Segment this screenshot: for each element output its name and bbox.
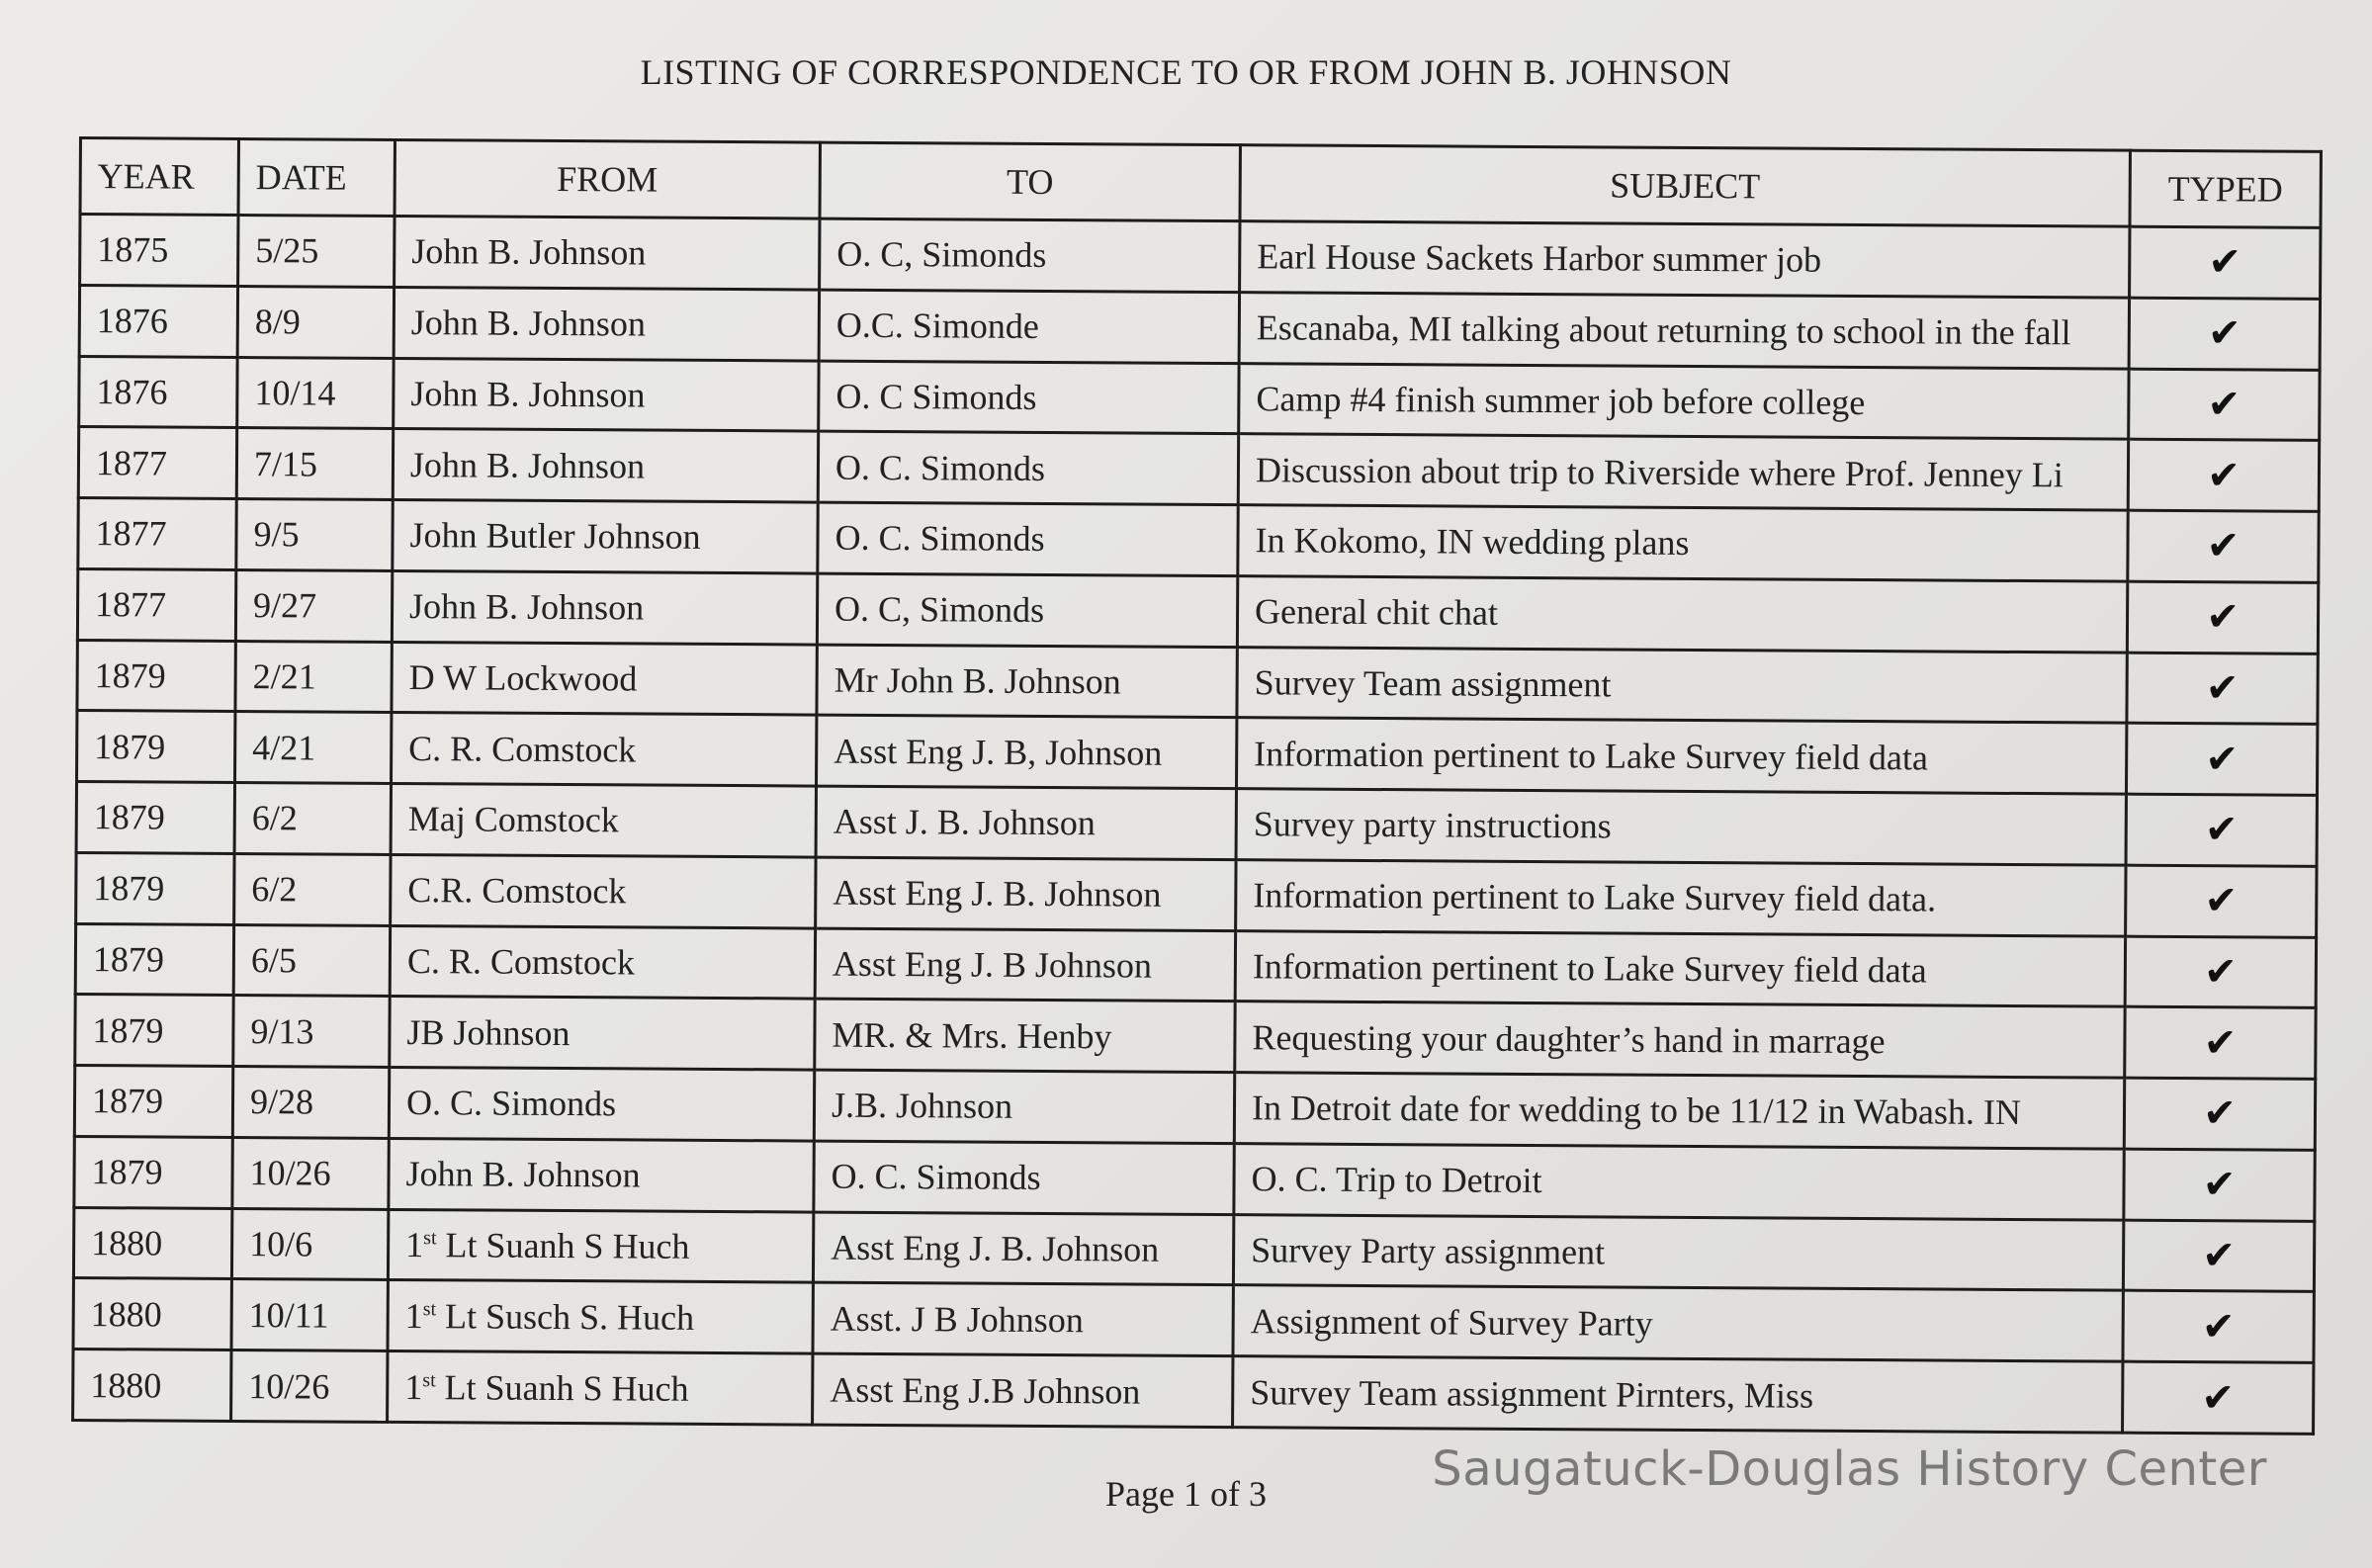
- from-name: O. C. Simonds: [405, 1083, 617, 1124]
- from-name: John B. Johnson: [405, 1154, 641, 1195]
- table-row: [74, 1065, 2315, 1150]
- cell-year: 1875: [80, 215, 238, 287]
- cell-year: 1879: [76, 781, 234, 853]
- cell-from: [388, 1350, 813, 1425]
- cell-date: 6/5: [233, 924, 390, 997]
- cell-date: 10/6: [231, 1208, 388, 1280]
- cell-typed: [2127, 653, 2318, 725]
- cell-from: [390, 925, 815, 999]
- from-name: John B. Johnson: [409, 444, 646, 486]
- checkmark-icon: ✔: [2203, 1019, 2238, 1066]
- cell-typed: [2125, 936, 2316, 1008]
- cell-typed: [2125, 1006, 2316, 1079]
- correspondence-table-wrapper: [71, 136, 2320, 1436]
- from-name: John B. Johnson: [410, 303, 647, 344]
- cell-subject: Survey Team assignment: [1237, 647, 2127, 723]
- checkmark-icon: ✔: [2205, 736, 2240, 782]
- cell-date: 10/11: [231, 1279, 388, 1351]
- cell-to: Asst. J B Johnson: [813, 1282, 1233, 1355]
- cell-date: 5/25: [238, 215, 395, 287]
- cell-from: [391, 783, 816, 856]
- watermark: Saugatuck-Douglas History Center: [1432, 1441, 2267, 1497]
- header-from: FROM: [395, 139, 820, 218]
- from-name: Maj Comstock: [407, 799, 619, 840]
- cell-date: 10/26: [231, 1350, 388, 1422]
- cell-from: [394, 287, 819, 360]
- table-body: [73, 215, 2321, 1435]
- cell-to: O. C, Simonds: [820, 218, 1240, 292]
- cell-typed: [2127, 581, 2318, 653]
- cell-to: O. C. Simonds: [818, 502, 1238, 575]
- cell-date: 6/2: [234, 853, 391, 925]
- cell-typed: [2123, 1290, 2314, 1362]
- cell-subject: Survey Party assignment: [1233, 1214, 2123, 1290]
- table-row: [73, 1207, 2314, 1292]
- cell-date: 9/27: [235, 569, 392, 642]
- table-row: [79, 285, 2320, 370]
- cell-subject: General chit chat: [1237, 575, 2127, 652]
- cell-subject: O. C. Trip to Detroit: [1234, 1143, 2124, 1219]
- cell-year: 1879: [77, 711, 235, 783]
- cell-subject: Information pertinent to Lake Survey field data: [1236, 718, 2126, 794]
- cell-typed: [2129, 298, 2320, 370]
- cell-typed: [2128, 510, 2319, 582]
- from-name: C.R. Comstock: [407, 870, 627, 912]
- cell-from: [388, 1209, 813, 1282]
- table-row: [78, 498, 2319, 583]
- cell-from: [393, 429, 818, 502]
- checkmark-icon: ✔: [2206, 594, 2240, 641]
- cell-subject: Discussion about trip to Riverside where Prof. Jenney Li: [1238, 434, 2128, 510]
- table-row: [75, 995, 2316, 1080]
- cell-to: Asst Eng J.B Johnson: [813, 1353, 1233, 1428]
- cell-subject: Requesting your daughter’s hand in marrage: [1235, 1002, 2125, 1078]
- checkmark-icon: ✔: [2204, 878, 2239, 924]
- from-name: John B. Johnson: [408, 586, 645, 628]
- cell-to: Asst Eng J. B. Johnson: [816, 857, 1236, 930]
- from-name: C. R. Comstock: [408, 728, 637, 770]
- header-typed: TYPED: [2130, 150, 2321, 227]
- table-row: [77, 640, 2318, 725]
- cell-to: O. C Simonds: [819, 361, 1239, 434]
- checkmark-icon: ✔: [2206, 523, 2240, 569]
- cell-year: 1880: [73, 1278, 231, 1350]
- checkmark-icon: ✔: [2207, 382, 2241, 428]
- cell-date: 7/15: [236, 428, 393, 500]
- checkmark-icon: ✔: [2203, 1090, 2237, 1137]
- from-ordinal: 1st: [404, 1295, 437, 1336]
- cell-subject: Survey party instructions: [1236, 789, 2126, 865]
- from-name: Lt Suanh S Huch: [445, 1225, 690, 1266]
- checkmark-icon: ✔: [2203, 949, 2238, 996]
- checkmark-icon: ✔: [2202, 1233, 2237, 1279]
- cell-to: Asst J. B. Johnson: [816, 786, 1236, 859]
- cell-date: 6/2: [234, 782, 391, 854]
- header-date: DATE: [238, 138, 395, 216]
- cell-to: Asst Eng J. B Johnson: [815, 928, 1235, 1002]
- table-row: [77, 568, 2318, 653]
- table-row: [80, 215, 2321, 300]
- cell-typed: [2126, 794, 2317, 866]
- cell-year: 1877: [77, 568, 235, 641]
- cell-date: 9/5: [236, 498, 393, 570]
- checkmark-icon: ✔: [2204, 807, 2239, 853]
- cell-from: [392, 642, 817, 715]
- cell-year: 1880: [73, 1207, 231, 1279]
- cell-typed: [2124, 1149, 2315, 1221]
- table-row: [74, 1136, 2315, 1221]
- cell-year: 1877: [78, 427, 236, 499]
- cell-to: Mr John B. Johnson: [817, 645, 1237, 718]
- cell-typed: [2123, 1220, 2314, 1292]
- cell-subject: Assignment of Survey Party: [1233, 1285, 2123, 1361]
- cell-year: 1876: [79, 285, 237, 357]
- cell-date: 9/28: [232, 1066, 389, 1138]
- cell-to: J.B. Johnson: [814, 1070, 1234, 1143]
- cell-subject: In Detroit date for wedding to be 11/12 in Wabash. IN: [1234, 1073, 2124, 1149]
- cell-subject: Earl House Sackets Harbor summer job: [1240, 221, 2130, 298]
- cell-to: Asst Eng J. B. Johnson: [813, 1212, 1233, 1285]
- cell-subject: Information pertinent to Lake Survey field data: [1235, 930, 2125, 1006]
- from-name: John Butler Johnson: [409, 515, 701, 558]
- from-name: D W Lockwood: [408, 656, 638, 699]
- cell-to: Asst Eng J. B, Johnson: [817, 715, 1237, 788]
- cell-subject: Information pertinent to Lake Survey field data.: [1236, 859, 2126, 935]
- cell-typed: [2128, 439, 2319, 511]
- cell-from: [388, 1280, 813, 1353]
- from-ordinal: 1st: [405, 1224, 437, 1265]
- checkmark-icon: ✔: [2208, 239, 2242, 286]
- cell-date: 4/21: [235, 712, 392, 784]
- from-name: C. R. Comstock: [406, 940, 636, 983]
- cell-to: O. C, Simonds: [817, 573, 1237, 647]
- cell-to: O. C. Simonds: [818, 431, 1238, 504]
- header-row: [80, 138, 2321, 228]
- correspondence-table: [71, 136, 2323, 1436]
- from-name: John B. Johnson: [411, 231, 647, 273]
- table-row: [77, 711, 2318, 796]
- table-row: [73, 1278, 2314, 1363]
- cell-from: [394, 358, 819, 431]
- cell-from: [392, 713, 817, 786]
- cell-subject: Survey Team assignment Pirnters, Miss: [1233, 1356, 2123, 1433]
- cell-typed: [2126, 865, 2317, 937]
- cell-date: 10/14: [237, 357, 394, 429]
- from-name: Lt Susch S. Huch: [444, 1295, 695, 1338]
- cell-from: [389, 1067, 814, 1140]
- cell-typed: [2130, 226, 2321, 299]
- from-name: JB Johnson: [406, 1011, 571, 1053]
- cell-year: 1879: [77, 640, 235, 712]
- cell-to: O.C. Simonde: [819, 290, 1239, 363]
- cell-date: 9/13: [233, 996, 390, 1068]
- cell-year: 1879: [75, 923, 233, 996]
- cell-typed: [2123, 1361, 2314, 1434]
- cell-from: [391, 854, 816, 927]
- from-name: John B. Johnson: [410, 373, 646, 415]
- cell-subject: Escanaba, MI talking about returning to school in the fall: [1239, 292, 2129, 368]
- cell-typed: [2129, 369, 2320, 441]
- header-subject: SUBJECT: [1240, 145, 2130, 226]
- cell-year: 1879: [75, 995, 233, 1067]
- cell-year: 1879: [74, 1065, 232, 1137]
- checkmark-icon: ✔: [2201, 1303, 2236, 1350]
- checkmark-icon: ✔: [2207, 310, 2241, 357]
- header-to: TO: [820, 142, 1240, 221]
- cell-to: O. C. Simonds: [814, 1141, 1234, 1214]
- cell-year: 1879: [74, 1136, 232, 1208]
- from-name: Lt Suanh S Huch: [444, 1366, 689, 1409]
- cell-typed: [2126, 723, 2317, 795]
- table-row: [79, 356, 2320, 441]
- table-row: [73, 1349, 2314, 1434]
- cell-subject: Camp #4 finish summer job before college: [1239, 363, 2129, 439]
- cell-year: 1876: [79, 356, 237, 428]
- cell-from: [389, 1138, 814, 1211]
- checkmark-icon: ✔: [2207, 452, 2240, 498]
- cell-from: [395, 216, 820, 289]
- checkmark-icon: ✔: [2205, 665, 2240, 712]
- checkmark-icon: ✔: [2201, 1374, 2236, 1421]
- cell-year: 1879: [76, 852, 234, 924]
- cell-from: [392, 570, 817, 644]
- cell-year: 1877: [78, 498, 236, 570]
- cell-typed: [2124, 1078, 2315, 1150]
- cell-date: 2/21: [235, 641, 392, 713]
- table-row: [76, 852, 2317, 937]
- cell-date: 10/26: [232, 1137, 389, 1209]
- checkmark-icon: ✔: [2202, 1162, 2237, 1208]
- table-row: [75, 923, 2316, 1008]
- from-ordinal: 1st: [404, 1366, 436, 1407]
- document-title: LISTING OF CORRESPONDENCE TO OR FROM JOHN B. JOHNSON: [640, 52, 1732, 92]
- cell-year: 1880: [73, 1349, 231, 1421]
- cell-date: 8/9: [237, 286, 394, 358]
- cell-to: MR. & Mrs. Henby: [815, 999, 1235, 1072]
- cell-subject: In Kokomo, IN wedding plans: [1238, 505, 2128, 581]
- table-row: [76, 781, 2317, 866]
- cell-from: [393, 499, 818, 572]
- cell-from: [390, 997, 815, 1070]
- page-number: Page 1 of 3: [1105, 1474, 1267, 1514]
- table-row: [78, 427, 2319, 512]
- header-year: YEAR: [80, 138, 238, 216]
